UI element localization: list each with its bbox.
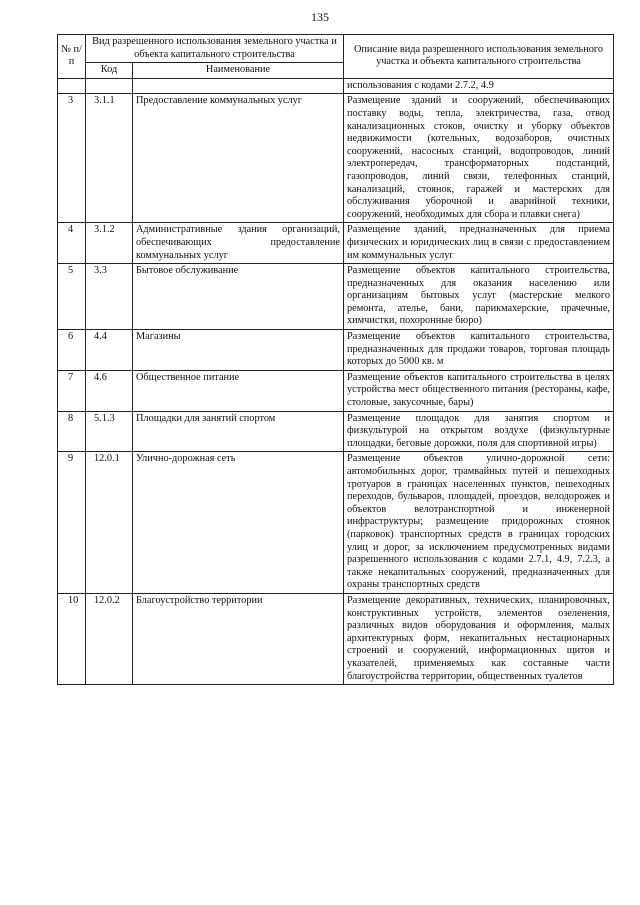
- row-name: Благоустройство территории: [133, 593, 344, 684]
- table-row: [58, 94, 614, 223]
- row-num: 8: [58, 411, 86, 452]
- row-description: Размещение объектов капитального строительства, предназначенных для продажи товаров, торговая площадь которых до 5000 кв. м: [344, 330, 614, 371]
- row-name: Улично-дорожная сеть: [133, 452, 344, 594]
- page-number: 135: [311, 10, 329, 24]
- table-row: [58, 452, 614, 594]
- row-num: 7: [58, 370, 86, 411]
- header-description: Описание вида разрешенного использования земельного участка и объекта капитального строительства: [344, 35, 614, 79]
- row-code: 5.1.3: [86, 411, 133, 452]
- header-row: [58, 35, 614, 63]
- row-description: Размещение зданий, предназначенных для приема физических и юридических лиц в связи с предоставлением им коммунальных услуг: [344, 223, 614, 264]
- row-code: 12.0.1: [86, 452, 133, 594]
- row-code: 3.1.2: [86, 223, 133, 264]
- table-row: [58, 370, 614, 411]
- header-name: Наименование: [133, 63, 344, 79]
- header-code: Код: [86, 63, 133, 79]
- row-num: 9: [58, 452, 86, 594]
- row-name: Бытовое обслуживание: [133, 264, 344, 330]
- row-description: Размещение объектов капитального строительства, предназначенных для оказания населению или организациям бытовых услуг (мастерские мелкого ремонта, ателье, бани, парикмахерские, прачечные, химчистки, похоронные бюро): [344, 264, 614, 330]
- row-num: 6: [58, 330, 86, 371]
- row-description: Размещение объектов капитального строительства в целях устройства мест общественного питания (рестораны, кафе, столовые, закусочные, бары): [344, 370, 614, 411]
- row-num: 5: [58, 264, 86, 330]
- row-name: Предоставление коммунальных услуг: [133, 94, 344, 223]
- table-row: [58, 223, 614, 264]
- row-name: Магазины: [133, 330, 344, 371]
- table-row: [58, 264, 614, 330]
- row-code: 4.6: [86, 370, 133, 411]
- land-use-table: [57, 34, 614, 685]
- row-code: 3.3: [86, 264, 133, 330]
- row-code: 3.1.1: [86, 94, 133, 223]
- table-row: [58, 593, 614, 684]
- row-num: 3: [58, 94, 86, 223]
- row-name: Площадки для занятий спортом: [133, 411, 344, 452]
- header-group: Вид разрешенного использования земельного участка и объекта капитального строительства: [86, 35, 344, 63]
- row-description: Размещение площадок для занятия спортом и физкультурой на открытом воздухе (физкультурные площадки, беговые дорожки, поля для спортивной игры): [344, 411, 614, 452]
- row-name: Административные здания организаций, обеспечивающих предоставление коммунальных услуг: [133, 223, 344, 264]
- row-description: Размещение декоративных, технических, планировочных, конструктивных устройств, элементов озеленения, различных видов оборудования и оформления, малых архитектурных форм, некапитальных нестационарных строений и сооружений, информационных щитов и указателей, применяемых как составные части благоустройства территории, общественных туалетов: [344, 593, 614, 684]
- row-code: 12.0.2: [86, 593, 133, 684]
- continuation-text: использования с кодами 2.7.2, 4.9: [344, 78, 614, 94]
- continuation-row: [58, 78, 614, 94]
- row-description: Размещение объектов улично-дорожной сети: автомобильных дорог, трамвайных путей и пешеходных тротуаров в границах населенных пунктов, пешеходных переходов, бульваров, площадей, проездов, велодорожек и объектов велотранспортной и инженерной инфраструктуры; размещение придорожных стоянок (парковок) транспортных средств в границах городских улиц и дорог, за исключением предусмотренных видами разрешенного использования с кодами 2.7.1, 4.9, 7.2.3, а также некапитальных сооружений, предназначенных для охраны транспортных средств: [344, 452, 614, 594]
- table-row: [58, 330, 614, 371]
- header-num: № п/п: [58, 35, 86, 79]
- table-row: [58, 411, 614, 452]
- row-name: Общественное питание: [133, 370, 344, 411]
- row-num: 4: [58, 223, 86, 264]
- row-num: 10: [58, 593, 86, 684]
- row-code: 4.4: [86, 330, 133, 371]
- row-description: Размещение зданий и сооружений, обеспечивающих поставку воды, тепла, электричества, газа, отвод канализационных стоков, очистку и уборку объектов недвижимости (котельных, водозаборов, очистных сооружений, насосных станций, водопроводов, линий электропередач, трансформаторных подстанций, газопроводов, линий связи, телефонных станций, канализаций, стоянок, гаражей и мастерских для обслуживания уборочной и аварийной техники, сооружений, необходимых для сбора и плавки снега): [344, 94, 614, 223]
